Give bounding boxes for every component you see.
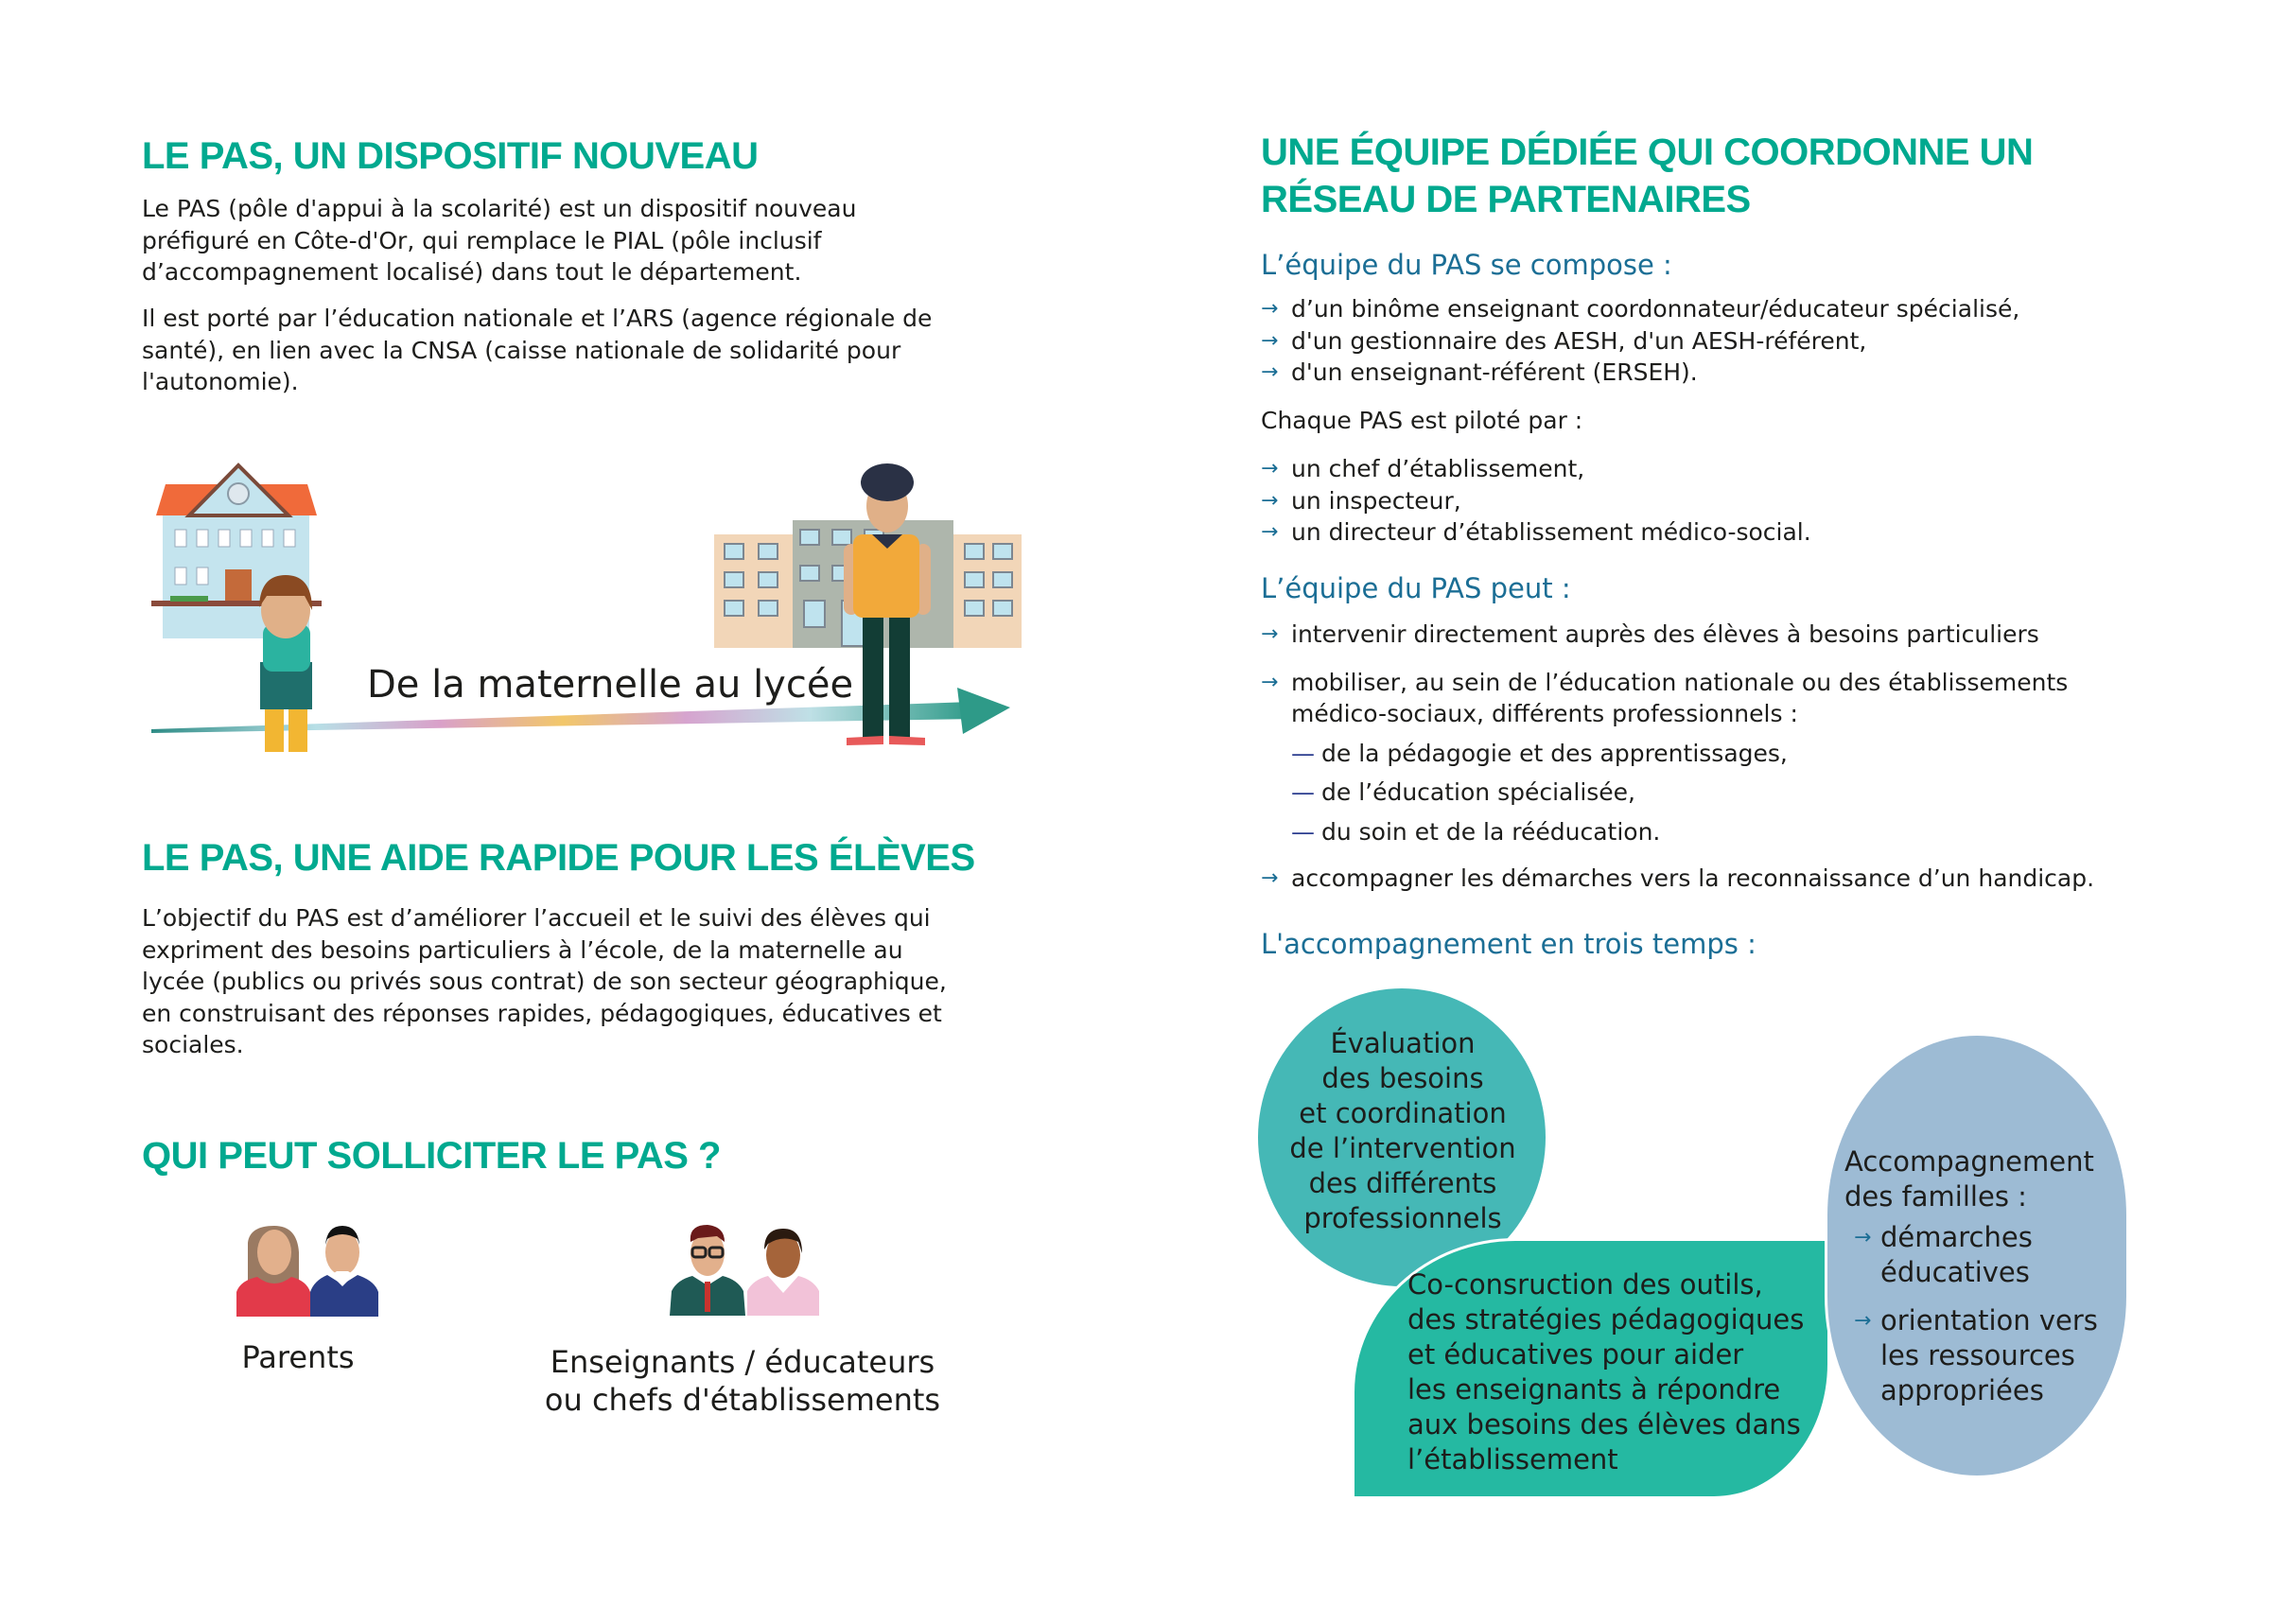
illustration-caption: De la maternelle au lycée bbox=[367, 663, 854, 707]
text-line: et éducatives pour aider bbox=[1407, 1338, 1744, 1371]
subheading-peut: L’équipe du PAS peut : bbox=[1261, 572, 1571, 604]
section-title-qui-peut: QUI PEUT SOLLICITER LE PAS ? bbox=[142, 1135, 721, 1177]
text-line: l'autonomie). bbox=[142, 368, 299, 395]
text-line: des besoins bbox=[1321, 1062, 1484, 1094]
text-line: et coordination bbox=[1299, 1097, 1507, 1129]
pilot-intro: Chaque PAS est piloté par : bbox=[1261, 407, 1583, 434]
text-line: l’établissement bbox=[1407, 1443, 1618, 1476]
list-item: → mobiliser, au sein de l’éducation nationale ou des établissements médico-sociaux, différents professionnels : bbox=[1261, 668, 2069, 727]
sub-list-item: — de l’éducation spécialisée, bbox=[1261, 777, 2094, 809]
list-peut bbox=[1261, 619, 2094, 895]
step1-text bbox=[1267, 1026, 1538, 1236]
arrow-icon: → bbox=[1261, 297, 1279, 321]
arrow-icon: → bbox=[1261, 457, 1279, 480]
teachers-icon bbox=[670, 1223, 821, 1316]
list-item: → d'un enseignant-référent (ERSEH). bbox=[1261, 357, 2019, 389]
subheading-trois-temps: L'accompagnement en trois temps : bbox=[1261, 928, 1756, 960]
paragraph-porteurs bbox=[142, 303, 932, 398]
arrow-icon: → bbox=[1261, 328, 1279, 353]
arrow-icon: → bbox=[1261, 622, 1279, 646]
paragraph-dispositif bbox=[142, 193, 856, 288]
text-line: d’accompagnement localisé) dans tout le département. bbox=[142, 258, 802, 286]
arrow-icon: → bbox=[1854, 1309, 1872, 1333]
text-line: des stratégies pédagogiques bbox=[1407, 1303, 1805, 1336]
dash-icon: — bbox=[1291, 739, 1315, 767]
list-item: → un directeur d’établissement médico-social. bbox=[1261, 516, 1811, 549]
school-journey-illustration bbox=[142, 454, 1050, 776]
arrow-icon: → bbox=[1854, 1226, 1872, 1249]
text-line: les enseignants à répondre bbox=[1407, 1373, 1781, 1406]
boy-student-icon bbox=[844, 463, 931, 745]
text-line: professionnels bbox=[1303, 1202, 1502, 1234]
text-line: sociales. bbox=[142, 1031, 244, 1058]
step3-item: → démarches éducatives bbox=[1854, 1221, 2033, 1288]
text-line: de l’intervention bbox=[1289, 1132, 1516, 1164]
arrow-icon: → bbox=[1261, 670, 1279, 694]
arrow-icon: → bbox=[1261, 488, 1279, 513]
list-item: → intervenir directement auprès des élèves à besoins particuliers bbox=[1261, 619, 2094, 651]
parents-label: Parents bbox=[241, 1339, 355, 1375]
list-item: → d'un gestionnaire des AESH, d'un AESH-référent, bbox=[1261, 325, 2019, 358]
step3-text bbox=[1844, 1144, 2098, 1408]
text-line: préfiguré en Côte-d'Or, qui remplace le PIAL (pôle inclusif bbox=[142, 226, 822, 254]
section-title-dispositif: LE PAS, UN DISPOSITIF NOUVEAU bbox=[142, 135, 759, 177]
sub-list-item: — de la pédagogie et des apprentissages, bbox=[1261, 738, 2094, 770]
section-title-aide-rapide: LE PAS, UNE AIDE RAPIDE POUR LES ÉLÈVES bbox=[142, 837, 975, 879]
step2-text bbox=[1407, 1267, 1804, 1477]
list-item: → un inspecteur, bbox=[1261, 485, 1811, 517]
arrow-icon: → bbox=[1261, 866, 1279, 890]
text-line: Enseignants / éducateurs bbox=[550, 1344, 935, 1380]
text-line: lycée (publics ou privés sous contrat) de son secteur géographique, bbox=[142, 968, 947, 995]
list-item: → d’un binôme enseignant coordonnateur/éducateur spécialisé, bbox=[1261, 293, 2019, 325]
text-line: L’objectif du PAS est d’améliorer l’accueil et le suivi des élèves qui bbox=[142, 904, 931, 932]
dash-icon: — bbox=[1291, 778, 1315, 806]
paragraph-objectif bbox=[142, 902, 947, 1061]
text-line: expriment des besoins particuliers à l’école, de la maternelle au bbox=[142, 935, 903, 964]
text-line: santé), en lien avec la CNSA (caisse nationale de solidarité pour bbox=[142, 336, 901, 364]
teachers-label bbox=[516, 1343, 970, 1419]
arrow-icon: → bbox=[1261, 360, 1279, 384]
parents-icon bbox=[236, 1224, 383, 1317]
list-item: → accompagner les démarches vers la reconnaissance d’un handicap. bbox=[1261, 863, 2094, 895]
list-item: → un chef d’établissement, bbox=[1261, 453, 1811, 485]
text-line: Co-consruction des outils, bbox=[1407, 1268, 1763, 1301]
text-line: des différents bbox=[1308, 1167, 1497, 1199]
text-line: ou chefs d'établissements bbox=[544, 1382, 941, 1418]
section-title-equipe bbox=[1261, 129, 2033, 223]
text-line: Accompagnement bbox=[1844, 1145, 2094, 1178]
subheading-compose: L’équipe du PAS se compose : bbox=[1261, 249, 1672, 281]
sub-list-item: — du soin et de la rééducation. bbox=[1261, 816, 2094, 848]
title-line: UNE ÉQUIPE DÉDIÉE QUI COORDONNE UN bbox=[1261, 131, 2034, 173]
text-line: Le PAS (pôle d'appui à la scolarité) est un dispositif nouveau bbox=[142, 195, 857, 222]
text-line: Évaluation bbox=[1330, 1027, 1476, 1059]
title-line: RÉSEAU DE PARTENAIRES bbox=[1261, 179, 1751, 220]
text-line: en construisant des réponses rapides, pédagogiques, éducatives et bbox=[142, 999, 942, 1027]
text-line: des familles : bbox=[1844, 1180, 2027, 1213]
arrow-icon: → bbox=[1261, 520, 1279, 544]
list-pilot bbox=[1261, 453, 1811, 549]
text-line: Il est porté par l’éducation nationale et l’ARS (agence régionale de bbox=[142, 305, 933, 332]
dash-icon: — bbox=[1291, 817, 1315, 846]
text-line: aux besoins des élèves dans bbox=[1407, 1408, 1801, 1441]
step3-item: → orientation vers les ressources appropriées bbox=[1854, 1304, 2098, 1406]
list-compose bbox=[1261, 293, 2019, 389]
